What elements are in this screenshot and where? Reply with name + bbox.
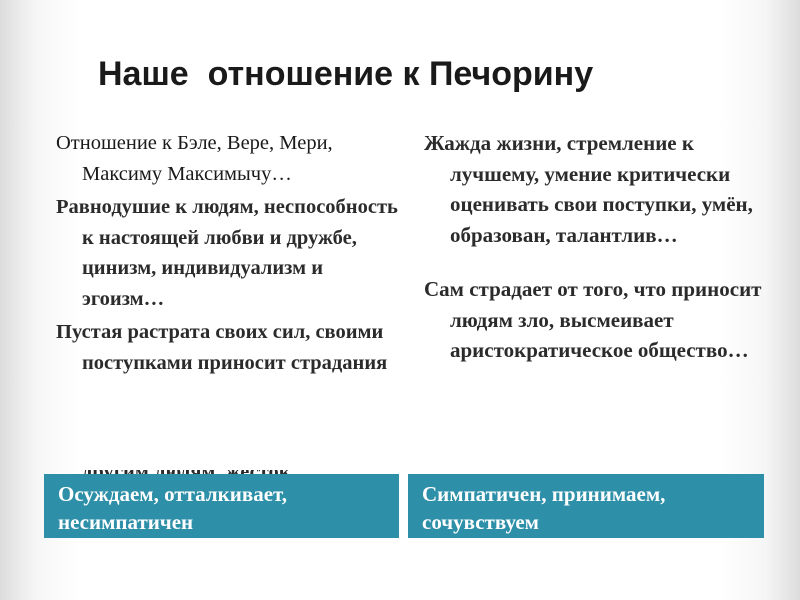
right-item-suffers: Сам страдает от того, что приносит людям зло, высмеивает аристократическое общество… <box>424 277 762 362</box>
left-item-indifference: Равнодушие к людям, неспособность к настоящей любви и дружбе, цинизм, индивидуализм и эгоизм… <box>56 196 398 310</box>
verdict-box-positive: Симпатичен, принимаем, сочувствуем <box>408 474 764 538</box>
left-column-list <box>56 128 401 378</box>
left-item-wasted-strength: Пустая растрата своих сил, своими поступками приносит страдания <box>56 321 388 374</box>
left-item-attitude: Отношение к Бэле, Вере, Мери, Максиму Максимычу… <box>56 132 333 185</box>
right-column-list <box>424 128 764 366</box>
slide-title: Наше отношение к Печорину <box>98 55 594 93</box>
verdict-box-negative: Осуждаем, отталкивает, несимпатичен <box>44 474 399 538</box>
right-item-thirst-for-life: Жажда жизни, стремление к лучшему, умение критически оценивать свои поступки, умён, образован, талантлив… <box>424 131 753 247</box>
